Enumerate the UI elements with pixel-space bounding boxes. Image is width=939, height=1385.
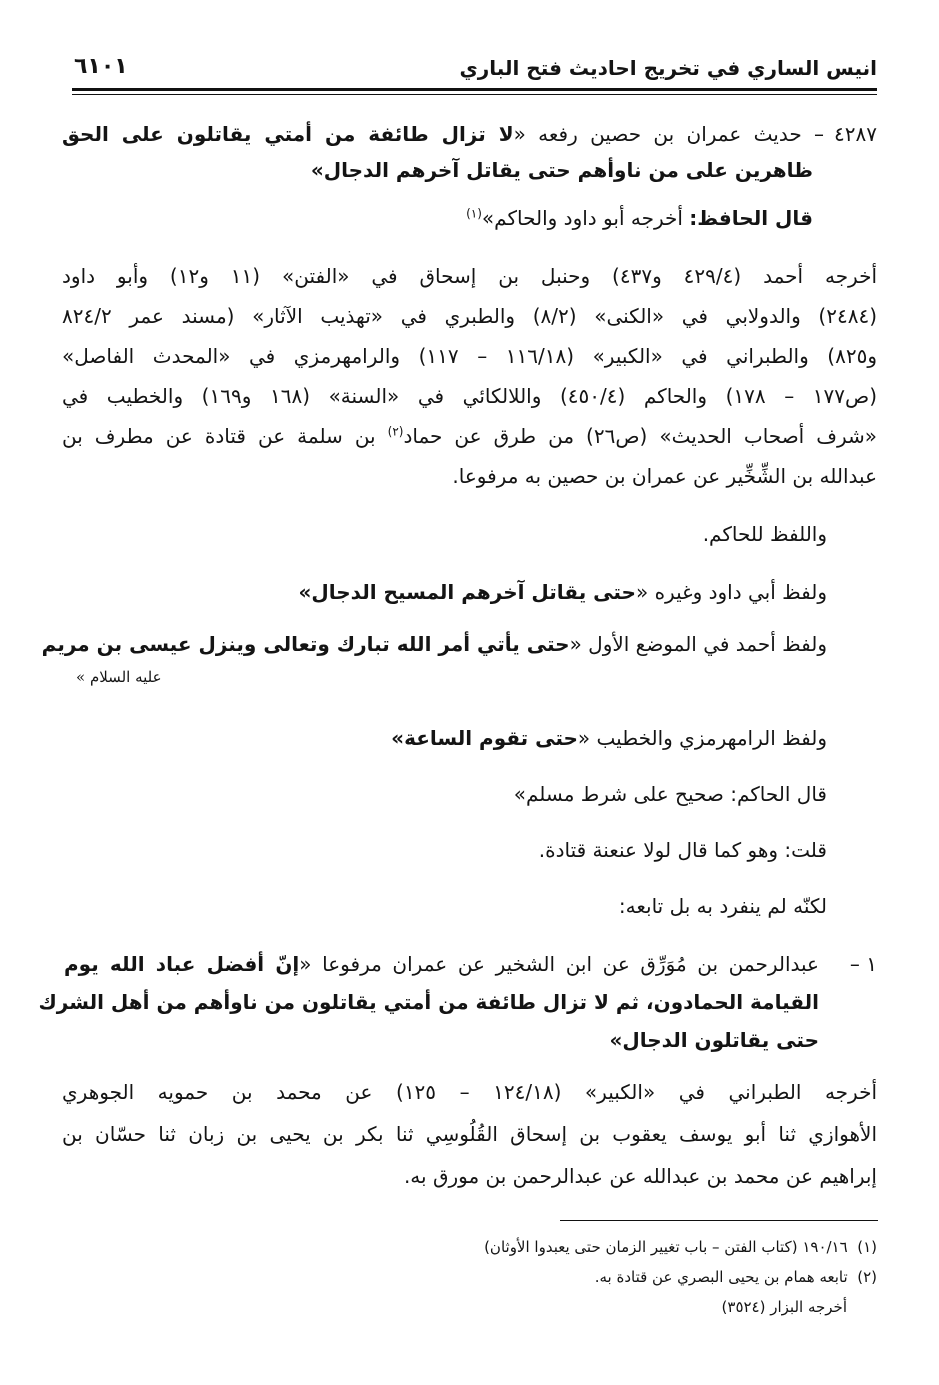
tabarani-line-1: أخرجه الطبراني في «الكبير» (١٢٤/١٨ – ١٢٥) عن محمد بن حمويه الجوهري xyxy=(62,1080,877,1104)
footnote-2 xyxy=(595,1270,877,1285)
wording-ahmad-text: حتى يأتي أمر الله تبارك وتعالى وينزل عيسى بن مريم xyxy=(41,632,570,656)
wording-ramahurmuzi-intro: ولفظ الرامهرمزي والخطيب « xyxy=(577,726,827,750)
wording-abudawud-text: حتى يقاتل آخرهم المسيح الدجال xyxy=(311,580,636,604)
hadith-number: ٤٢٨٧ xyxy=(834,122,877,146)
takhrij-line-4: (ص١٧٧ – ١٧٨) والحاكم (٤٥٠/٤) واللالكائي في «السنة» (١٦٨ و١٦٩) والخطيب في xyxy=(62,384,877,408)
tabarani-line-2: الأهوازي ثنا أبو يوسف يعقوب بن إسحاق القُلُوسِي ثنا بكر بن يحيى بن زبان ثنا حسّان بن xyxy=(62,1122,877,1146)
running-title: انيس الساري في تخريج احاديث فتح الباري xyxy=(459,56,877,80)
wording-ahmad-intro: ولفظ أحمد في الموضع الأول « xyxy=(569,632,827,656)
takhrij-line-5 xyxy=(62,426,877,446)
list-number-1: ١ – xyxy=(849,952,877,976)
mutabaa-intro: لكنّه لم ينفرد به بل تابعه: xyxy=(618,894,827,918)
wording-ramahurmuzi xyxy=(391,728,827,748)
tabarani-line-3: إبراهيم عن محمد بن عبدالله عن عبدالرحمن بن مورق به. xyxy=(403,1164,877,1188)
mutabaa-line-2 xyxy=(38,990,819,1014)
header-rule-thin xyxy=(72,94,877,95)
hadith-intro: – حديث عمران بن حصين رفعه « xyxy=(513,122,825,146)
wording-abudawud-intro: ولفظ أبي داود وغيره « xyxy=(635,580,827,604)
takhrij-line-3: و٨٢٥) والطبراني في «الكبير» (١١٦/١٨ – ١١٧) والرامهرمزي في «المحدث الفاصل» xyxy=(62,344,878,368)
takhrij-line-2: (٢٤٨٤) والدولابي في «الكنى» (٨/٢) والطبري في «تهذيب الآثار» (مسند عمر ٨٢٤/٢ xyxy=(62,304,878,328)
takhrij-line-6: عبدالله بن الشِّخِّير عن عمران بن حصين به مرفوعا. xyxy=(452,464,877,488)
footnote-1-marker: (١) xyxy=(857,1238,877,1256)
hadith-quote-close: » xyxy=(310,158,324,182)
footnote-2-text: تابعه همام بن يحيى البصري عن قتادة به. xyxy=(594,1268,848,1286)
wording-abudawud-close: » xyxy=(298,580,312,604)
mutabaa-text-3: حتى يقاتلون الدجال xyxy=(622,1028,819,1052)
footnote-1 xyxy=(484,1240,877,1255)
footnote-rule xyxy=(560,1220,878,1221)
hafiz-line xyxy=(466,208,813,228)
takhrij-line-5-b: بن سلمة عن قتادة عن مطرف بن xyxy=(62,424,388,448)
mutabaa-line-3 xyxy=(609,1030,819,1050)
footnote-2-marker: (٢) xyxy=(857,1268,877,1286)
footnote-ref-1[interactable]: (١) xyxy=(466,206,482,221)
footnote-2-continued: أخرجه البزار (٣٥٢٤) xyxy=(721,1298,847,1316)
author-note: قلت: وهو كما قال لولا عنعنة قتادة. xyxy=(538,838,827,862)
hadith-text-2: ظاهرين على من ناوأهم حتى يقاتل آخرهم الدجال xyxy=(323,158,813,182)
wording-ahmad xyxy=(41,632,827,656)
hafiz-label: قال الحافظ: xyxy=(689,206,813,230)
hadith-line-1 xyxy=(62,124,877,144)
mutabaa-intro-text: عبدالرحمن بن مُوَرِّق عن ابن الشخير عن عمران مرفوعا « xyxy=(299,952,819,976)
hadith-line-2 xyxy=(311,160,813,180)
footnote-ref-2[interactable]: (٢) xyxy=(387,424,404,439)
hadith-text-1: لا تزال طائفة من أمتي يقاتلون على الحق xyxy=(62,122,514,146)
wording-ramahurmuzi-close: » xyxy=(391,726,405,750)
wording-hakim: واللفظ للحاكم. xyxy=(702,522,827,546)
wording-abudawud xyxy=(298,582,827,602)
hakim-grading: قال الحاكم: صحيح على شرط مسلم» xyxy=(513,782,827,806)
takhrij-line-5-a: «شرف أصحاب الحديث» (ص٢٦) من طرق عن حماد xyxy=(403,424,878,448)
alayhi-salam-glyph: عليه السلام » xyxy=(76,668,162,686)
footnote-1-text: ١٩٠/١٦ (كتاب الفتن – باب تغيير الزمان حتى يعبدوا الأوثان) xyxy=(484,1238,848,1256)
wording-ramahurmuzi-text: حتى تقوم الساعة xyxy=(404,726,578,750)
mutabaa-text-1: إنّ أفضل عباد الله يوم xyxy=(64,952,300,976)
hafiz-text: أخرجه أبو داود والحاكم» xyxy=(481,206,690,230)
page-number: ٦١٠١ xyxy=(74,54,128,79)
mutabaa-text-2: القيامة الحمادون، ثم لا تزال طائفة من أمتي يقاتلون من ناوأهم من أهل الشرك xyxy=(38,990,819,1014)
mutabaa-line-1 xyxy=(64,954,819,974)
mutabaa-quote-close: » xyxy=(609,1028,623,1052)
header-rule xyxy=(72,88,877,91)
takhrij-line-1: أخرجه أحمد (٤٢٩/٤ و٤٣٧) وحنبل بن إسحاق في «الفتن» (١١ و١٢) وأبو داود xyxy=(62,264,878,288)
